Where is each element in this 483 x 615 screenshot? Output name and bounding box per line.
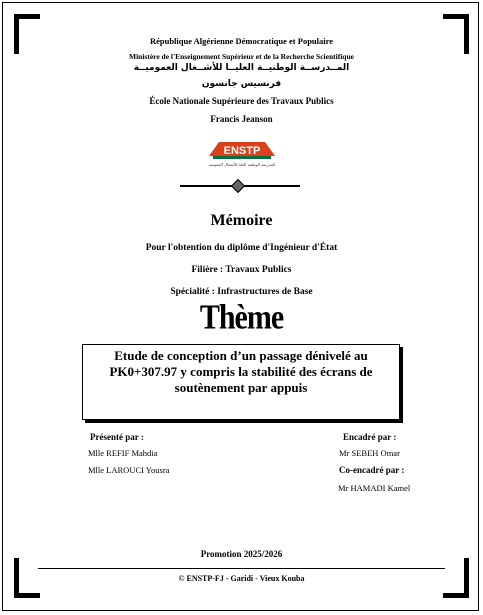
copyright-text: © ENSTP-FJ - Garidi - Vieux Kouba (178, 574, 305, 583)
cosupervisor-name: Mr HAMADI Kamel (338, 483, 411, 493)
enstp-logo (207, 134, 277, 172)
theme-line-3: soutènement par appuis (174, 380, 308, 395)
filiere-text: Filière : Travaux Publics (191, 265, 292, 275)
theme-label: Thème (199, 298, 284, 337)
logo-subtext: المدرسة الوطنية العليا للأشغال العمومية (208, 162, 276, 167)
memoire-title: Mémoire (210, 212, 273, 229)
cosupervisor-label: Co-encadré par : (339, 465, 405, 475)
logo-text: ENSTP (223, 145, 261, 157)
student-1: Mlle REFIF Mahdia (88, 448, 158, 458)
specialite-text: Spécialité : Infrastructures de Base (170, 287, 313, 297)
footer-rule (38, 568, 445, 569)
republic-text: République Algérienne Démocratique et Populaire (149, 36, 334, 46)
theme-line-1: Etude de conception d’un passage dénivelé au (114, 348, 368, 363)
school-text: École Nationale Supérieure des Travaux Publics (149, 96, 334, 106)
student-2: Mlle LAROUCI Yousra (88, 465, 170, 475)
arabic-name-text: فرنسيس جانسون (201, 79, 282, 89)
corner-top-right (443, 14, 469, 56)
purpose-text: Pour l'obtention du diplôme d'Ingénieur d'État (145, 243, 338, 253)
theme-line-2: PK0+307.97 y compris la stabilité des écrans de (109, 364, 373, 379)
corner-top-left (14, 14, 40, 56)
presented-label: Présenté par : (90, 432, 144, 442)
promotion-text: Promotion 2025/2026 (200, 549, 283, 559)
supervisor-name: Mr SEBEH Omar (339, 448, 400, 458)
arabic-school-text: المــدرســة الوطنيــة العليــا للأشــغال العموميــة (133, 63, 350, 73)
ministry-text: Ministère de l'Enseignement Supérieur et de la Recherche Scientifique (129, 52, 354, 61)
school-name-text: Francis Jeanson (210, 114, 273, 124)
supervisor-label: Encadré par : (343, 432, 397, 442)
theme-box (82, 344, 400, 420)
